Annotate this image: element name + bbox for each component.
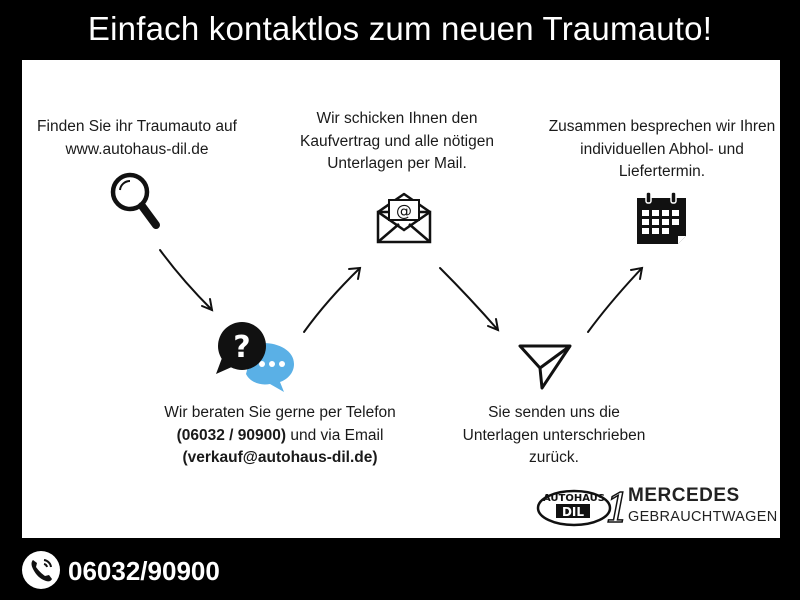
arrow-step4-to-step5 xyxy=(588,268,642,332)
logo-number: 1 xyxy=(605,486,631,532)
step-5-line1: Zusammen besprechen wir Ihren xyxy=(548,118,776,135)
page-title: Einfach kontaktlos zum neuen Traumauto! xyxy=(87,10,713,47)
step-5-line2: individuellen Abhol- und xyxy=(580,140,744,158)
phone-badge[interactable] xyxy=(22,551,60,589)
step-2-line2-suffix: und via Email xyxy=(286,426,384,444)
autohaus-dil-logo xyxy=(536,484,631,532)
brand-name: MERCEDES xyxy=(628,485,740,506)
step-3-line1: Wir schicken Ihnen den xyxy=(316,110,478,127)
arrow-step2-to-step3 xyxy=(304,268,360,332)
content-panel xyxy=(22,60,780,538)
step-2-phone: (06032 / 90900) xyxy=(176,426,287,444)
brand-subtitle: GEBRAUCHTWAGEN xyxy=(628,509,778,525)
svg-text:@: @ xyxy=(396,201,412,220)
footer-phone-number[interactable]: 06032/90900 xyxy=(68,556,220,586)
step-2-line1: Wir beraten Sie gerne per Telefon xyxy=(164,404,396,421)
step-4-line3: zurück. xyxy=(529,449,579,466)
step-4-line2: Unterlagen unterschrieben xyxy=(462,426,646,444)
step-5-line3: Liefertermin. xyxy=(618,163,706,180)
logo-text-top: AUTOHAUS xyxy=(543,493,605,504)
step-1-line2: www.autohaus-dil.de xyxy=(65,140,209,158)
phone-icon xyxy=(22,551,60,589)
flow-arrows xyxy=(22,60,780,538)
logo-text-main: DIL xyxy=(561,505,585,519)
svg-text:?: ? xyxy=(233,330,251,365)
step-4-line1: Sie senden uns die xyxy=(488,404,620,421)
step-1-line1: Finden Sie ihr Traumauto auf xyxy=(37,118,237,135)
step-3-line3: Unterlagen per Mail. xyxy=(327,155,467,172)
arrow-step1-to-step2 xyxy=(160,250,212,310)
step-3-line2: Kaufvertrag und alle nötigen xyxy=(300,132,494,150)
arrow-step3-to-step4 xyxy=(440,268,498,330)
step-2-email: (verkauf@autohaus-dil.de) xyxy=(182,449,378,466)
